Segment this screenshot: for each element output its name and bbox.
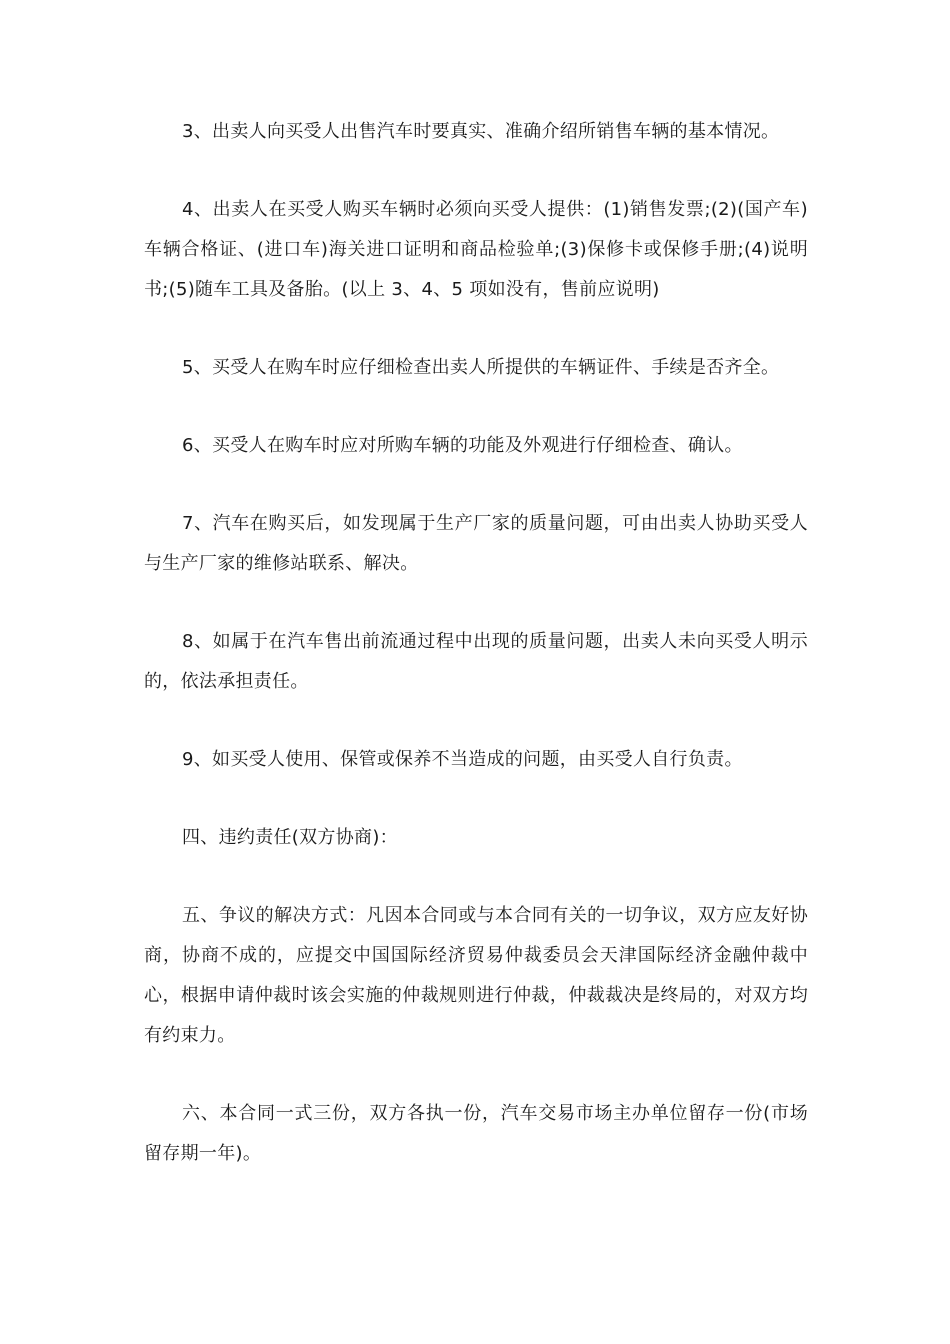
section-breach-liability: 四、违约责任(双方协商)： [182, 827, 398, 848]
paragraph-clause-8: 8、如属于在汽车售出前流通过程中出现的质量问题，出卖人未向买受人明示的，依法承担责任。 [144, 631, 808, 692]
paragraph-clause-3: 3、出卖人向买受人出售汽车时要真实、准确介绍所销售车辆的基本情况。 [182, 121, 780, 142]
document-body [144, 112, 808, 1212]
paragraph-clause-9: 9、如买受人使用、保管或保养不当造成的问题，由买受人自行负责。 [182, 749, 743, 770]
section-dispute-resolution: 五、争议的解决方式：凡因本合同或与本合同有关的一切争议，双方应友好协商，协商不成的，应提交中国国际经济贸易仲裁委员会天津国际经济金融仲裁中心，根据申请仲裁时该会实施的仲裁规则进行仲裁，仲裁裁决是终局的，对双方均有约束力。 [144, 905, 808, 1046]
section-copies: 六、本合同一式三份，双方各执一份，汽车交易市场主办单位留存一份(市场留存期一年)。 [144, 1103, 808, 1164]
paragraph-clause-4: 4、出卖人在买受人购买车辆时必须向买受人提供：(1)销售发票;(2)(国产车)车辆合格证、(进口车)海关进口证明和商品检验单;(3)保修卡或保修手册;(4)说明书;(5)随车工具及备胎。(以上 3、4、5 项如没有，售前应说明) [144, 199, 808, 300]
paragraph-clause-5: 5、买受人在购车时应仔细检查出卖人所提供的车辆证件、手续是否齐全。 [182, 357, 780, 378]
paragraph-clause-7: 7、汽车在购买后，如发现属于生产厂家的质量问题，可由出卖人协助买受人与生产厂家的维修站联系、解决。 [144, 513, 808, 574]
paragraph-clause-6: 6、买受人在购车时应对所购车辆的功能及外观进行仔细检查、确认。 [182, 435, 743, 456]
